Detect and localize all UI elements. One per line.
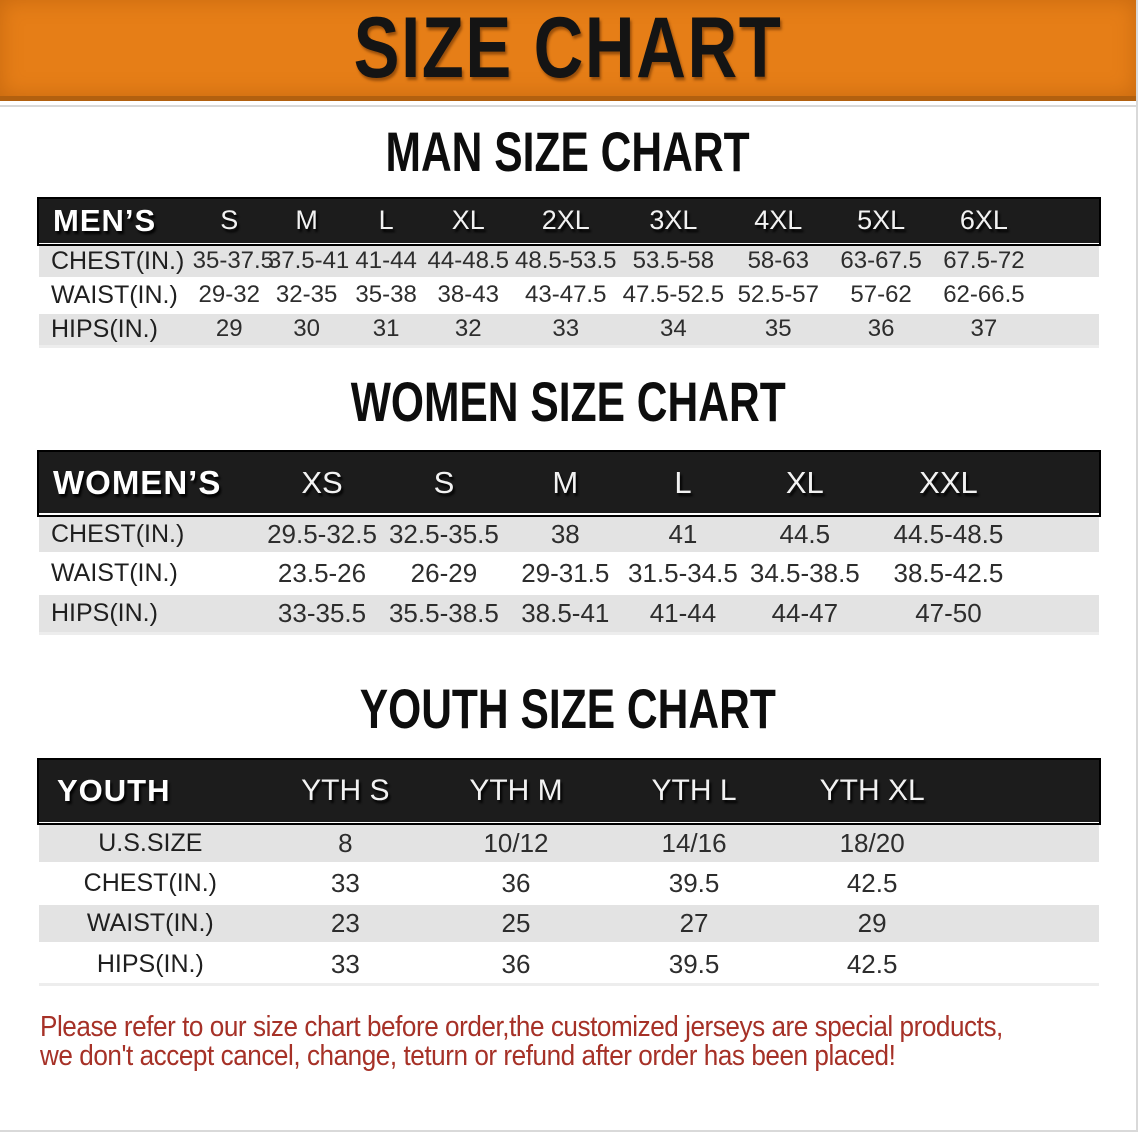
size-column-header: YTH XL [819, 774, 925, 808]
size-value-cell: 14/16 [661, 827, 727, 858]
size-value-cell: 34.5-38.5 [749, 558, 860, 589]
size-value-cell: 44-48.5 [427, 247, 509, 275]
size-value-cell: 32.5-35.5 [388, 519, 499, 550]
table-header-row [39, 452, 1099, 515]
measurement-row [39, 943, 1099, 983]
size-value-cell: 41 [668, 519, 698, 550]
filler-cell [1029, 515, 1099, 554]
youth-size-chart-heading: YOUTH SIZE CHART [359, 677, 777, 741]
measurement-row [39, 823, 1099, 863]
size-column-header: M [552, 464, 579, 500]
size-value-cell: 33-35.5 [277, 598, 367, 629]
banner-title: SIZE CHART [353, 0, 783, 96]
size-chart-banner [0, 0, 1136, 101]
size-value-cell: 31.5-34.5 [628, 558, 738, 589]
size-column-header: YTH S [301, 774, 390, 808]
size-column-header: 4XL [754, 205, 803, 236]
table-header-label: WOMEN’S [53, 463, 222, 501]
size-value-cell: 8 [338, 827, 353, 858]
size-column-header: 2XL [541, 205, 590, 236]
filler-cell [960, 863, 1099, 903]
size-value-cell: 37.5-41 [267, 247, 350, 275]
size-column-header: M [295, 205, 318, 236]
size-value-cell: 47-50 [915, 598, 982, 629]
size-column-header: S [220, 205, 239, 236]
size-value-cell: 44.5 [779, 519, 831, 550]
size-value-cell: 39.5 [668, 948, 720, 979]
size-value-cell: 32-35 [275, 281, 338, 309]
size-value-cell: 23 [330, 907, 360, 938]
row-label-cell: WAIST(IN.) [86, 908, 214, 937]
size-value-cell: 41-44 [649, 598, 717, 629]
table-header-label: YOUTH [57, 773, 171, 809]
size-value-cell: 26-29 [410, 558, 478, 589]
men-size-table [39, 199, 1099, 345]
size-value-cell: 29-32 [198, 281, 260, 309]
filler-cell [1029, 593, 1099, 632]
size-value-cell: 29-31.5 [521, 558, 610, 589]
size-value-cell: 27 [679, 907, 709, 938]
size-value-cell: 31 [372, 315, 400, 343]
size-column-header: XXL [919, 464, 978, 500]
measurement-row [39, 554, 1099, 593]
size-value-cell: 48.5-53.5 [515, 247, 617, 275]
size-value-cell: 29.5-32.5 [267, 519, 377, 550]
measurement-row [39, 244, 1099, 278]
table-header-row [39, 199, 1099, 244]
measurement-row [39, 863, 1099, 903]
size-column-header: XS [301, 464, 343, 500]
measurement-row [39, 515, 1099, 554]
filler-cell [960, 903, 1099, 943]
filler-cell [960, 943, 1099, 983]
filler-cell [960, 823, 1099, 863]
filler-cell [1036, 312, 1099, 345]
size-value-cell: 36 [501, 948, 531, 979]
size-column-header: L [674, 464, 692, 500]
size-value-cell: 39.5 [668, 867, 720, 898]
row-label-cell: WAIST(IN.) [51, 280, 178, 309]
size-value-cell: 35-37.5 [192, 247, 275, 275]
disclaimer-line-2: we don't accept cancel, change, teturn or refund after order has been placed! [40, 1040, 896, 1073]
size-value-cell: 29 [857, 907, 887, 938]
size-column-header: L [378, 205, 394, 236]
filler-cell [1029, 554, 1099, 593]
size-value-cell: 38-43 [437, 281, 499, 309]
size-value-cell: 43-47.5 [525, 281, 607, 309]
size-value-cell: 37 [970, 315, 998, 343]
man-size-chart-heading: MAN SIZE CHART [385, 120, 751, 183]
row-label-cell: CHEST(IN.) [51, 520, 185, 549]
row-label-cell: CHEST(IN.) [83, 868, 217, 897]
women-size-table [39, 452, 1099, 632]
size-value-cell: 32 [454, 315, 482, 343]
size-value-cell: 36 [501, 867, 531, 898]
size-value-cell: 42.5 [846, 948, 898, 979]
size-value-cell: 29 [215, 315, 243, 343]
size-column-header: 5XL [857, 205, 906, 236]
size-value-cell: 35-38 [355, 281, 417, 309]
size-column-header: 3XL [649, 205, 698, 236]
size-value-cell: 58-63 [747, 247, 809, 275]
table-header-row [39, 760, 1099, 823]
filler-cell [1036, 244, 1099, 278]
size-column-header: XL [785, 464, 824, 500]
measurement-row [39, 278, 1099, 312]
size-value-cell: 52.5-57 [737, 281, 819, 309]
size-value-cell: 33 [330, 948, 360, 979]
size-column-header: 6XL [959, 205, 1008, 236]
women-size-chart-heading: WOMEN SIZE CHART [350, 370, 786, 434]
size-value-cell: 34 [659, 315, 687, 343]
size-value-cell: 38.5-41 [521, 598, 610, 629]
size-value-cell: 44.5-48.5 [893, 519, 1004, 550]
size-value-cell: 38 [550, 519, 580, 550]
size-value-cell: 33 [552, 315, 580, 343]
measurement-row [39, 593, 1099, 632]
size-value-cell: 62-66.5 [943, 281, 1025, 309]
size-value-cell: 36 [867, 315, 895, 343]
size-value-cell: 25 [501, 907, 531, 938]
size-value-cell: 18/20 [839, 827, 905, 858]
disclaimer-text [40, 1013, 1136, 1071]
row-label-cell: HIPS(IN.) [51, 599, 158, 628]
row-label-cell: WAIST(IN.) [51, 559, 178, 588]
measurement-row [39, 903, 1099, 943]
filler-cell [960, 760, 1099, 823]
size-value-cell: 41-44 [355, 247, 417, 275]
size-value-cell: 38.5-42.5 [893, 558, 1004, 589]
size-value-cell: 10/12 [483, 827, 549, 858]
size-value-cell: 23.5-26 [277, 558, 367, 589]
row-label-cell: HIPS(IN.) [96, 949, 204, 978]
size-column-header: YTH M [469, 774, 563, 808]
size-value-cell: 42.5 [846, 867, 898, 898]
measurement-row [39, 312, 1099, 345]
filler-cell [1036, 278, 1099, 312]
size-value-cell: 30 [293, 315, 320, 343]
filler-cell [1036, 199, 1099, 244]
size-column-header: YTH L [651, 774, 737, 808]
row-label-cell: CHEST(IN.) [51, 246, 185, 275]
row-label-cell: U.S.SIZE [98, 828, 203, 857]
youth-size-table [39, 760, 1099, 983]
banner-shadow-line [0, 105, 1136, 107]
size-column-header: XL [451, 205, 485, 236]
size-value-cell: 44-47 [771, 598, 839, 629]
size-value-cell: 67.5-72 [943, 247, 1025, 275]
size-value-cell: 35.5-38.5 [388, 598, 499, 629]
size-value-cell: 33 [330, 867, 360, 898]
disclaimer-line-1: Please refer to our size chart before order,the customized jerseys are special products, [40, 1011, 1003, 1044]
size-value-cell: 57-62 [850, 281, 912, 309]
size-value-cell: 47.5-52.5 [622, 281, 725, 309]
row-label-cell: HIPS(IN.) [51, 314, 158, 343]
size-value-cell: 35 [764, 315, 792, 343]
size-column-header: S [433, 464, 455, 500]
table-header-label: MEN’S [53, 202, 157, 238]
size-value-cell: 53.5-58 [632, 247, 715, 275]
size-value-cell: 63-67.5 [840, 247, 922, 275]
filler-cell [1029, 452, 1099, 515]
